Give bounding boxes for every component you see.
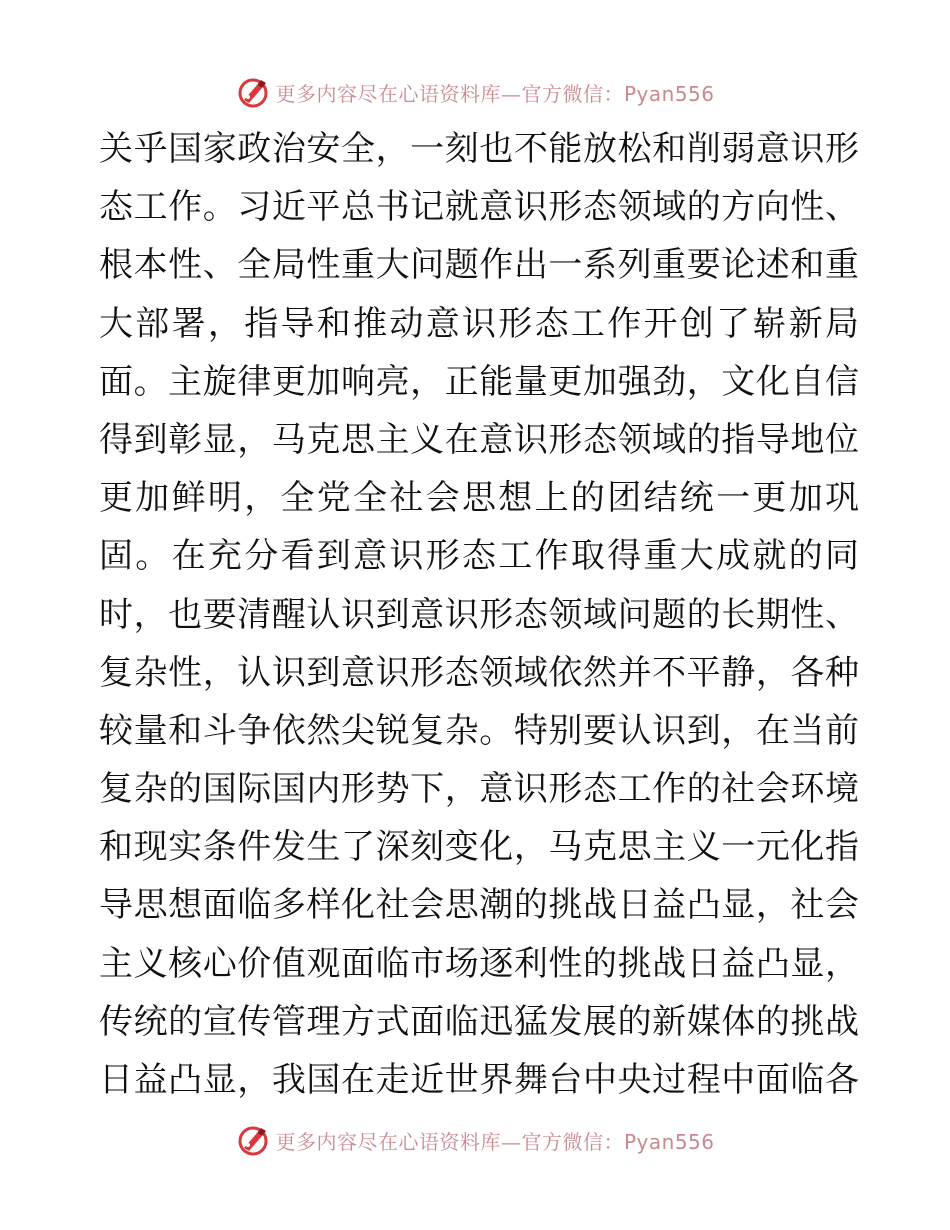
text-line: 导思想面临多样化社会思潮的挑战日益凸显，社会 <box>99 885 859 926</box>
watermark-text <box>275 1126 714 1155</box>
text-line: 大部署，指导和推动意识形态工作开创了崭新局 <box>99 303 859 344</box>
text-line: 复杂的国际国内形势下，意识形态工作的社会环境 <box>99 769 859 810</box>
body-text <box>99 120 859 1109</box>
text-line: 主义核心价值观面临市场逐利性的挑战日益凸显， <box>99 943 859 984</box>
watermark-main: 更多内容尽在心语资料库 <box>275 81 501 106</box>
text-line: 关乎国家政治安全，一刻也不能放松和削弱意识形 <box>99 129 859 169</box>
watermark-text <box>275 78 714 107</box>
text-line: 传统的宣传管理方式面临迅猛发展的新媒体的挑战 <box>99 1001 859 1042</box>
text-line: 和现实条件发生了深刻变化，马克思主义一元化指 <box>99 827 859 868</box>
text-line: 得到彰显，马克思主义在意识形态领域的指导地位 <box>99 419 859 460</box>
text-line: 日益凸显，我国在走近世界舞台中央过程中面临各 <box>99 1060 859 1100</box>
watermark-id: Pyan556 <box>623 81 715 106</box>
watermark-sub: 官方微信： <box>521 81 624 106</box>
text-line: 复杂性，认识到意识形态领域依然并不平静，各种 <box>99 652 859 693</box>
text-line: 面。主旋律更加响亮，正能量更加强劲，文化自信 <box>99 361 859 402</box>
text-line: 时，也要清醒认识到意识形态领域问题的长期性、 <box>99 594 859 635</box>
pen-logo-icon <box>235 1122 271 1158</box>
text-line: 态工作。习近平总书记就意识形态领域的方向性、 <box>99 187 859 228</box>
text-line: 根本性、全局性重大问题作出一系列重要论述和重 <box>99 245 859 286</box>
footer-watermark <box>0 1120 950 1160</box>
pen-logo-icon <box>235 74 271 110</box>
watermark-sub: 官方微信： <box>521 1129 624 1154</box>
text-line: 较量和斗争依然尖锐复杂。特别要认识到，在当前 <box>99 710 859 751</box>
watermark-dash: — <box>500 81 522 106</box>
watermark-main: 更多内容尽在心语资料库 <box>275 1129 501 1154</box>
text-line: 更加鲜明，全党全社会思想上的团结统一更加巩 <box>99 478 859 519</box>
watermark-dash: — <box>500 1129 522 1154</box>
header-watermark <box>0 72 950 112</box>
text-line: 固。在充分看到意识形态工作取得重大成就的同 <box>99 536 859 577</box>
watermark-id: Pyan556 <box>623 1129 715 1154</box>
